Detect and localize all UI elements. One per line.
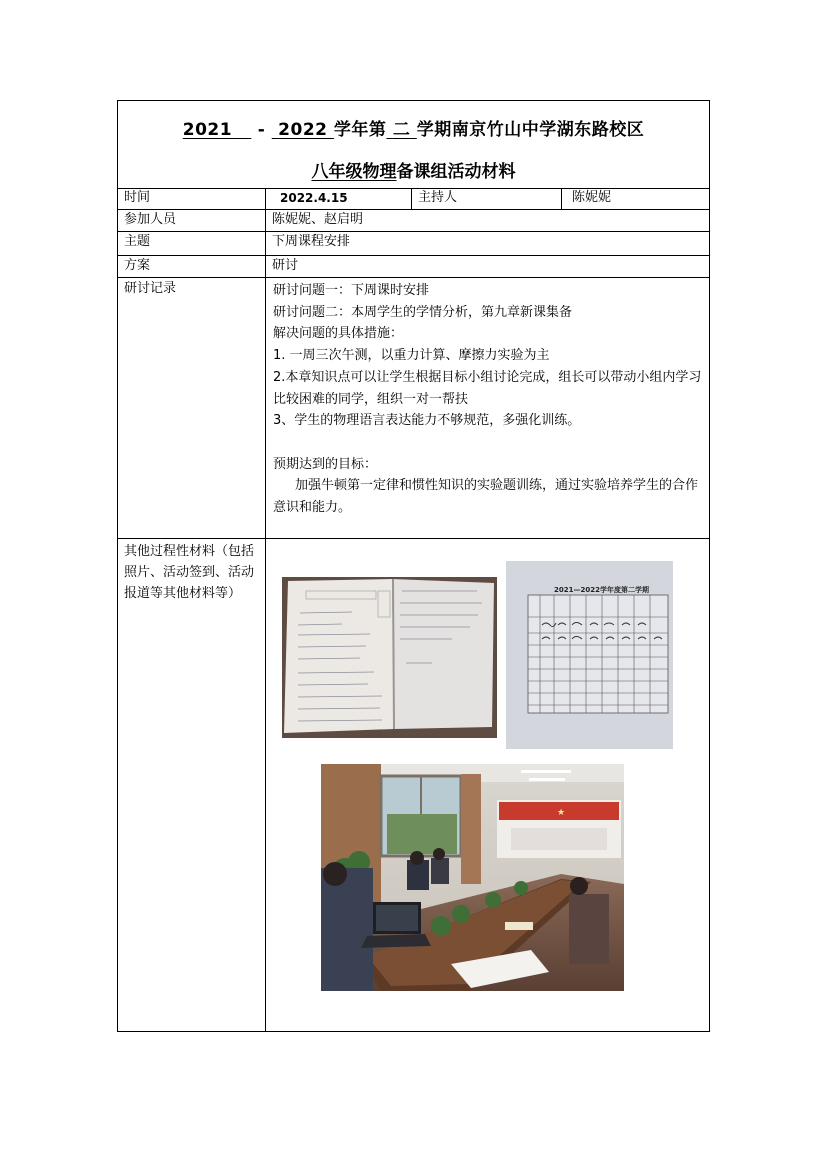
term-number: 二 (392, 120, 411, 140)
theme-label: 主题 (118, 232, 266, 255)
host-value: 陈妮妮 (572, 190, 612, 205)
theme-value: 下周课程安排 (272, 234, 351, 249)
record-line-6: 3、学生的物理语言表达能力不够规范，多强化训练。 (273, 413, 581, 429)
signin-sheet-photo (506, 561, 673, 749)
plan-label: 方案 (118, 256, 266, 277)
group-title-rest: 备课组活动材料 (396, 162, 516, 182)
host-label: 主持人 (412, 188, 562, 209)
year-start: 2021 (182, 120, 233, 140)
record-label: 研讨记录 (118, 278, 266, 538)
term-text-1: 学年第 (333, 120, 387, 140)
record-content (266, 278, 709, 538)
other-materials-row (118, 539, 709, 1031)
term-text-2: 学期南京竹山中学湖东路校区 (416, 120, 645, 140)
record-line-3: 解决问题的具体措施： (273, 326, 404, 342)
time-label: 时间 (118, 188, 266, 209)
record-line-8: 加强牛顿第一定律和惯性知识的实验题训练，通过实验培养学生的合作意识和能力。 (273, 478, 699, 516)
theme-row (118, 232, 709, 256)
record-line-5: 2.本章知识点可以让学生根据目标小组讨论完成，组长可以带动小组内学习比较困难的同学，组织一对一帮扶 (273, 369, 702, 407)
record-line-7: 预期达到的目标： (273, 456, 378, 472)
plan-row (118, 256, 709, 278)
year-dash: - (257, 120, 266, 140)
participants-label: 参加人员 (118, 210, 266, 231)
record-row (118, 278, 709, 539)
year-end: 2022 (278, 120, 328, 140)
meeting-photo (321, 764, 624, 991)
svg-text:★: ★ (556, 808, 566, 818)
participants-value: 陈妮妮、赵启明 (272, 212, 364, 227)
grade-subject: 八年级物理 (311, 162, 397, 182)
notebook-photo (282, 577, 497, 738)
plan-value: 研讨 (272, 258, 299, 273)
signin-sheet-title: 2021—2022学年度第二学期 (554, 586, 649, 594)
other-materials-label: 其他过程性材料（包括照片、活动签到、活动报道等其他材料等） (118, 539, 266, 1031)
record-line-4: 1. 一周三次午测，以重力计算、摩擦力实验为主 (273, 348, 550, 364)
other-materials-content (266, 539, 709, 1031)
sheet-header (118, 101, 709, 189)
record-line-1: 研讨问题一：下周课时安排 (273, 283, 430, 298)
record-line-2: 研讨问题二：本周学生的学情分析，第九章新课集备 (273, 304, 573, 320)
time-row (118, 188, 709, 210)
school-term-title (118, 115, 709, 140)
participants-row (118, 210, 709, 232)
time-value: 2022.4.15 (266, 188, 412, 209)
group-title (118, 157, 709, 182)
activity-record-sheet (117, 100, 710, 1032)
